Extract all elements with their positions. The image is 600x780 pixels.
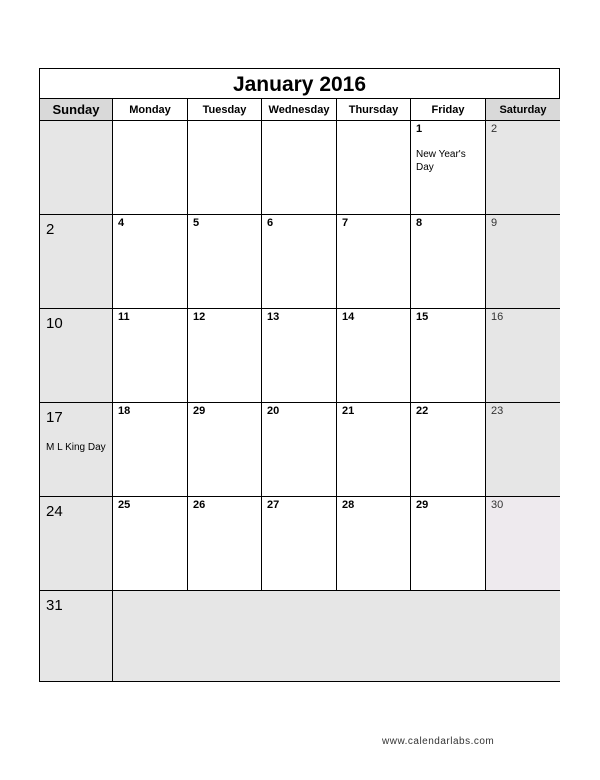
holiday-label: New Year's Day — [416, 149, 466, 173]
weekday-header-wednesday: Wednesday — [262, 99, 337, 121]
empty-trailing-cells — [113, 591, 560, 681]
day-cell-empty — [188, 121, 262, 215]
day-cell[interactable] — [486, 403, 560, 497]
day-cell[interactable] — [188, 309, 262, 403]
day-number: 30 — [491, 499, 504, 511]
day-number: 29 — [416, 499, 429, 511]
day-cell[interactable] — [40, 215, 113, 309]
day-cell-empty — [337, 121, 411, 215]
day-cell[interactable] — [113, 215, 188, 309]
day-cell[interactable] — [411, 403, 486, 497]
day-cell[interactable] — [337, 215, 411, 309]
day-cell[interactable] — [262, 309, 337, 403]
day-cell[interactable] — [113, 309, 188, 403]
day-cell[interactable] — [40, 309, 113, 403]
day-number: 9 — [491, 217, 498, 229]
day-number: 5 — [193, 217, 200, 229]
day-number: 31 — [46, 597, 63, 614]
day-number: 18 — [118, 405, 131, 417]
day-number: 16 — [491, 311, 504, 323]
day-number: 26 — [193, 499, 206, 511]
day-cell[interactable] — [486, 309, 560, 403]
day-number: 2 — [491, 123, 498, 135]
weekday-header-friday: Friday — [411, 99, 486, 121]
day-number: 10 — [46, 315, 63, 332]
holiday-label: M L King Day — [46, 442, 106, 453]
day-number: 13 — [267, 311, 280, 323]
day-number: 7 — [342, 217, 349, 229]
day-cell[interactable] — [188, 497, 262, 591]
day-number: 24 — [46, 503, 63, 520]
weekday-header-sunday: Sunday — [40, 99, 113, 121]
day-cell[interactable] — [486, 497, 560, 591]
day-cell[interactable] — [262, 403, 337, 497]
day-number: 29 — [193, 405, 206, 417]
day-cell[interactable] — [337, 403, 411, 497]
day-number: 12 — [193, 311, 206, 323]
weekday-header-tuesday: Tuesday — [188, 99, 262, 121]
day-cell[interactable] — [262, 497, 337, 591]
day-cell[interactable] — [411, 497, 486, 591]
day-number: 15 — [416, 311, 429, 323]
day-cell[interactable] — [411, 215, 486, 309]
weekday-header-monday: Monday — [113, 99, 188, 121]
day-number: 11 — [118, 311, 130, 323]
day-number: 14 — [342, 311, 355, 323]
day-cell[interactable] — [113, 403, 188, 497]
day-cell[interactable] — [113, 497, 188, 591]
day-cell[interactable] — [262, 215, 337, 309]
day-cell[interactable] — [40, 403, 113, 497]
day-number: 1 — [416, 123, 423, 135]
day-cell[interactable] — [188, 403, 262, 497]
day-number: 6 — [267, 217, 274, 229]
footer-url[interactable]: www.calendarlabs.com — [382, 736, 495, 747]
day-cell[interactable] — [486, 215, 560, 309]
day-number: 27 — [267, 499, 280, 511]
day-cell-empty — [113, 121, 188, 215]
day-number: 25 — [118, 499, 131, 511]
day-cell-empty — [40, 121, 113, 215]
day-number: 8 — [416, 217, 423, 229]
day-number: 22 — [416, 405, 429, 417]
day-number: 21 — [342, 405, 355, 417]
day-cell[interactable] — [40, 591, 113, 681]
day-number: 17 — [46, 409, 63, 426]
day-number: 20 — [267, 405, 280, 417]
day-cell[interactable] — [337, 497, 411, 591]
day-cell[interactable] — [188, 215, 262, 309]
day-number: 4 — [118, 217, 125, 229]
day-cell[interactable] — [40, 497, 113, 591]
day-cell[interactable] — [337, 309, 411, 403]
day-cell[interactable] — [486, 121, 560, 215]
day-cell-empty — [262, 121, 337, 215]
calendar-title: January 2016 — [40, 69, 559, 99]
day-number: 23 — [491, 405, 504, 417]
weekday-header-saturday: Saturday — [486, 99, 560, 121]
day-number: 28 — [342, 499, 355, 511]
calendar — [39, 68, 560, 682]
weekday-header-thursday: Thursday — [337, 99, 411, 121]
day-cell[interactable] — [411, 121, 486, 215]
day-cell[interactable] — [411, 309, 486, 403]
day-number: 2 — [46, 221, 55, 238]
